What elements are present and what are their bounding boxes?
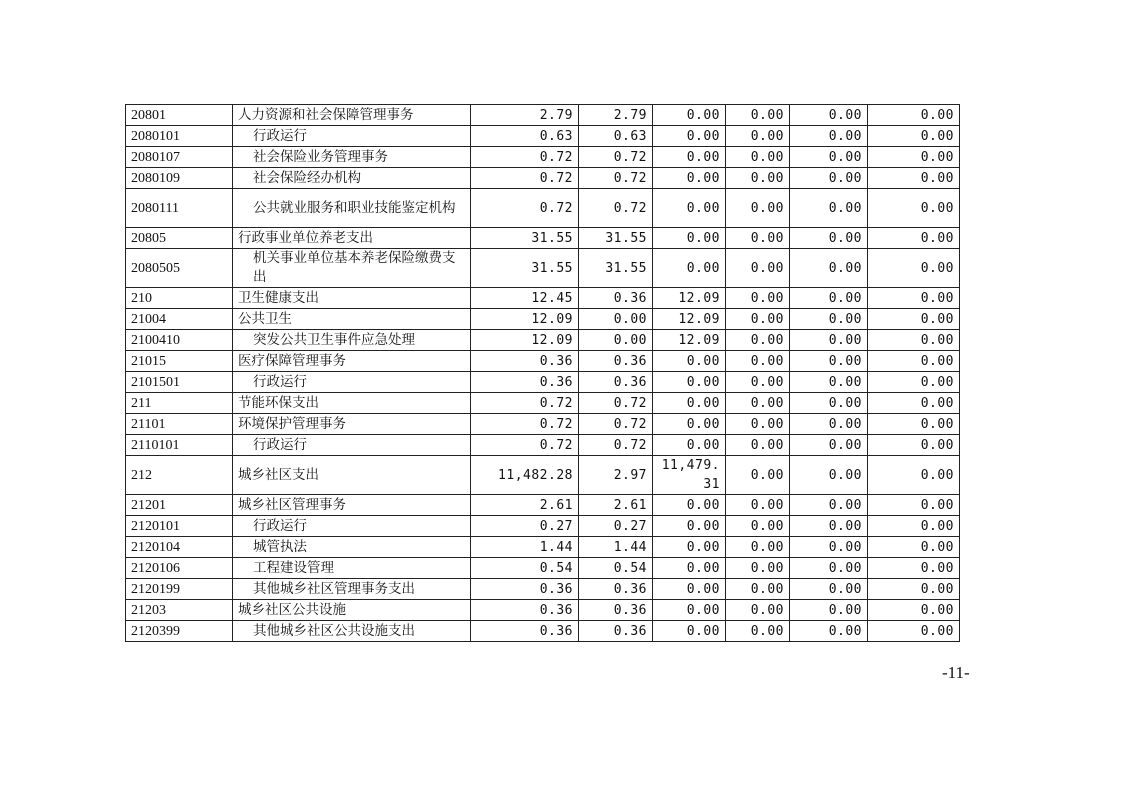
basic-expenditure-cell: 0.00	[579, 309, 653, 330]
subject-code-cell: 21015	[126, 351, 233, 372]
other-expenditure-2-cell: 0.00	[790, 600, 868, 621]
subject-name-cell: 突发公共卫生事件应急处理	[233, 330, 471, 351]
total-amount-cell: 0.63	[471, 126, 579, 147]
other-expenditure-2-cell: 0.00	[790, 309, 868, 330]
table-row	[126, 351, 960, 372]
subject-code-cell: 2120101	[126, 516, 233, 537]
other-expenditure-3-cell: 0.00	[868, 126, 960, 147]
subject-name-cell: 卫生健康支出	[233, 288, 471, 309]
subject-code-cell: 2110101	[126, 435, 233, 456]
other-expenditure-1-cell: 0.00	[726, 372, 790, 393]
total-amount-cell: 0.36	[471, 621, 579, 642]
basic-expenditure-cell: 0.36	[579, 372, 653, 393]
other-expenditure-2-cell: 0.00	[790, 228, 868, 249]
other-expenditure-2-cell: 0.00	[790, 249, 868, 288]
total-amount-cell: 0.36	[471, 372, 579, 393]
other-expenditure-3-cell: 0.00	[868, 621, 960, 642]
project-expenditure-cell: 0.00	[653, 372, 726, 393]
table-row	[126, 456, 960, 495]
table-row	[126, 495, 960, 516]
other-expenditure-2-cell: 0.00	[790, 147, 868, 168]
other-expenditure-1-cell: 0.00	[726, 249, 790, 288]
other-expenditure-1-cell: 0.00	[726, 168, 790, 189]
subject-code-cell: 2080505	[126, 249, 233, 288]
other-expenditure-1-cell: 0.00	[726, 579, 790, 600]
project-expenditure-cell: 12.09	[653, 330, 726, 351]
table-row	[126, 600, 960, 621]
other-expenditure-2-cell: 0.00	[790, 516, 868, 537]
project-expenditure-cell: 0.00	[653, 621, 726, 642]
basic-expenditure-cell: 0.36	[579, 288, 653, 309]
other-expenditure-1-cell: 0.00	[726, 126, 790, 147]
total-amount-cell: 0.36	[471, 600, 579, 621]
other-expenditure-3-cell: 0.00	[868, 249, 960, 288]
subject-code-cell: 2100410	[126, 330, 233, 351]
subject-code-cell: 21201	[126, 495, 233, 516]
subject-name-cell: 城乡社区管理事务	[233, 495, 471, 516]
total-amount-cell: 0.72	[471, 168, 579, 189]
basic-expenditure-cell: 0.54	[579, 558, 653, 579]
other-expenditure-2-cell: 0.00	[790, 414, 868, 435]
other-expenditure-3-cell: 0.00	[868, 414, 960, 435]
basic-expenditure-cell: 0.72	[579, 147, 653, 168]
table-row	[126, 330, 960, 351]
other-expenditure-1-cell: 0.00	[726, 105, 790, 126]
subject-name-cell: 环境保护管理事务	[233, 414, 471, 435]
other-expenditure-2-cell: 0.00	[790, 288, 868, 309]
budget-expenditure-table	[125, 104, 960, 642]
project-expenditure-cell: 0.00	[653, 147, 726, 168]
total-amount-cell: 0.72	[471, 189, 579, 228]
total-amount-cell: 0.36	[471, 579, 579, 600]
project-expenditure-cell: 12.09	[653, 309, 726, 330]
subject-code-cell: 2080101	[126, 126, 233, 147]
other-expenditure-1-cell: 0.00	[726, 516, 790, 537]
table-row	[126, 126, 960, 147]
total-amount-cell: 0.72	[471, 414, 579, 435]
project-expenditure-cell: 0.00	[653, 105, 726, 126]
subject-code-cell: 2120104	[126, 537, 233, 558]
basic-expenditure-cell: 0.63	[579, 126, 653, 147]
subject-name-cell: 机关事业单位基本养老保险缴费支出	[233, 249, 471, 288]
table-row	[126, 414, 960, 435]
project-expenditure-cell: 0.00	[653, 393, 726, 414]
other-expenditure-2-cell: 0.00	[790, 126, 868, 147]
table-row	[126, 309, 960, 330]
basic-expenditure-cell: 2.79	[579, 105, 653, 126]
total-amount-cell: 31.55	[471, 249, 579, 288]
other-expenditure-3-cell: 0.00	[868, 330, 960, 351]
table-row	[126, 189, 960, 228]
basic-expenditure-cell: 0.72	[579, 414, 653, 435]
other-expenditure-3-cell: 0.00	[868, 147, 960, 168]
other-expenditure-1-cell: 0.00	[726, 309, 790, 330]
subject-name-cell: 工程建设管理	[233, 558, 471, 579]
project-expenditure-cell: 0.00	[653, 414, 726, 435]
subject-code-cell: 2120199	[126, 579, 233, 600]
table-row	[126, 579, 960, 600]
basic-expenditure-cell: 31.55	[579, 228, 653, 249]
subject-code-cell: 2080111	[126, 189, 233, 228]
other-expenditure-3-cell: 0.00	[868, 168, 960, 189]
other-expenditure-3-cell: 0.00	[868, 537, 960, 558]
other-expenditure-3-cell: 0.00	[868, 558, 960, 579]
subject-name-cell: 社会保险业务管理事务	[233, 147, 471, 168]
basic-expenditure-cell: 31.55	[579, 249, 653, 288]
other-expenditure-2-cell: 0.00	[790, 558, 868, 579]
subject-name-cell: 社会保险经办机构	[233, 168, 471, 189]
other-expenditure-2-cell: 0.00	[790, 105, 868, 126]
subject-code-cell: 210	[126, 288, 233, 309]
other-expenditure-2-cell: 0.00	[790, 456, 868, 495]
subject-name-cell: 医疗保障管理事务	[233, 351, 471, 372]
table-row	[126, 393, 960, 414]
other-expenditure-1-cell: 0.00	[726, 189, 790, 228]
other-expenditure-2-cell: 0.00	[790, 168, 868, 189]
subject-name-cell: 人力资源和社会保障管理事务	[233, 105, 471, 126]
other-expenditure-3-cell: 0.00	[868, 309, 960, 330]
total-amount-cell: 12.09	[471, 309, 579, 330]
other-expenditure-1-cell: 0.00	[726, 147, 790, 168]
project-expenditure-cell: 0.00	[653, 537, 726, 558]
other-expenditure-2-cell: 0.00	[790, 189, 868, 228]
total-amount-cell: 0.72	[471, 147, 579, 168]
project-expenditure-cell: 0.00	[653, 249, 726, 288]
total-amount-cell: 2.61	[471, 495, 579, 516]
other-expenditure-2-cell: 0.00	[790, 435, 868, 456]
other-expenditure-2-cell: 0.00	[790, 330, 868, 351]
other-expenditure-3-cell: 0.00	[868, 435, 960, 456]
page-number: -11-	[942, 663, 970, 682]
total-amount-cell: 0.54	[471, 558, 579, 579]
subject-code-cell: 21101	[126, 414, 233, 435]
table-row	[126, 147, 960, 168]
total-amount-cell: 2.79	[471, 105, 579, 126]
total-amount-cell: 11,482.28	[471, 456, 579, 495]
other-expenditure-1-cell: 0.00	[726, 456, 790, 495]
other-expenditure-1-cell: 0.00	[726, 495, 790, 516]
project-expenditure-cell: 0.00	[653, 579, 726, 600]
other-expenditure-1-cell: 0.00	[726, 435, 790, 456]
other-expenditure-3-cell: 0.00	[868, 351, 960, 372]
other-expenditure-1-cell: 0.00	[726, 537, 790, 558]
table-row	[126, 168, 960, 189]
basic-expenditure-cell: 0.72	[579, 393, 653, 414]
project-expenditure-cell: 0.00	[653, 600, 726, 621]
other-expenditure-3-cell: 0.00	[868, 495, 960, 516]
table-body	[126, 105, 960, 642]
table-row	[126, 537, 960, 558]
table-row	[126, 516, 960, 537]
other-expenditure-1-cell: 0.00	[726, 351, 790, 372]
other-expenditure-1-cell: 0.00	[726, 414, 790, 435]
other-expenditure-2-cell: 0.00	[790, 393, 868, 414]
other-expenditure-2-cell: 0.00	[790, 621, 868, 642]
other-expenditure-3-cell: 0.00	[868, 600, 960, 621]
other-expenditure-3-cell: 0.00	[868, 288, 960, 309]
other-expenditure-3-cell: 0.00	[868, 579, 960, 600]
subject-name-cell: 城乡社区支出	[233, 456, 471, 495]
subject-code-cell: 20805	[126, 228, 233, 249]
subject-name-cell: 其他城乡社区公共设施支出	[233, 621, 471, 642]
total-amount-cell: 12.09	[471, 330, 579, 351]
subject-code-cell: 212	[126, 456, 233, 495]
table-row	[126, 105, 960, 126]
total-amount-cell: 0.27	[471, 516, 579, 537]
subject-name-cell: 公共就业服务和职业技能鉴定机构	[233, 189, 471, 228]
subject-name-cell: 行政运行	[233, 516, 471, 537]
basic-expenditure-cell: 0.72	[579, 168, 653, 189]
other-expenditure-3-cell: 0.00	[868, 189, 960, 228]
total-amount-cell: 12.45	[471, 288, 579, 309]
other-expenditure-2-cell: 0.00	[790, 495, 868, 516]
subject-code-cell: 20801	[126, 105, 233, 126]
basic-expenditure-cell: 0.27	[579, 516, 653, 537]
project-expenditure-cell: 0.00	[653, 516, 726, 537]
other-expenditure-1-cell: 0.00	[726, 228, 790, 249]
basic-expenditure-cell: 0.36	[579, 351, 653, 372]
total-amount-cell: 0.72	[471, 393, 579, 414]
subject-code-cell: 2080109	[126, 168, 233, 189]
subject-name-cell: 节能环保支出	[233, 393, 471, 414]
other-expenditure-1-cell: 0.00	[726, 330, 790, 351]
subject-code-cell: 211	[126, 393, 233, 414]
table-row	[126, 288, 960, 309]
project-expenditure-cell: 0.00	[653, 435, 726, 456]
subject-name-cell: 行政运行	[233, 126, 471, 147]
other-expenditure-3-cell: 0.00	[868, 516, 960, 537]
project-expenditure-cell: 0.00	[653, 228, 726, 249]
other-expenditure-2-cell: 0.00	[790, 372, 868, 393]
subject-name-cell: 城管执法	[233, 537, 471, 558]
subject-code-cell: 2120399	[126, 621, 233, 642]
total-amount-cell: 0.36	[471, 351, 579, 372]
other-expenditure-3-cell: 0.00	[868, 372, 960, 393]
total-amount-cell: 1.44	[471, 537, 579, 558]
other-expenditure-2-cell: 0.00	[790, 351, 868, 372]
basic-expenditure-cell: 0.00	[579, 330, 653, 351]
subject-name-cell: 公共卫生	[233, 309, 471, 330]
other-expenditure-1-cell: 0.00	[726, 558, 790, 579]
other-expenditure-3-cell: 0.00	[868, 456, 960, 495]
total-amount-cell: 31.55	[471, 228, 579, 249]
other-expenditure-3-cell: 0.00	[868, 393, 960, 414]
other-expenditure-1-cell: 0.00	[726, 393, 790, 414]
basic-expenditure-cell: 0.72	[579, 435, 653, 456]
basic-expenditure-cell: 0.36	[579, 579, 653, 600]
basic-expenditure-cell: 0.36	[579, 600, 653, 621]
basic-expenditure-cell: 2.61	[579, 495, 653, 516]
subject-name-cell: 其他城乡社区管理事务支出	[233, 579, 471, 600]
other-expenditure-2-cell: 0.00	[790, 579, 868, 600]
project-expenditure-cell: 0.00	[653, 189, 726, 228]
table-row	[126, 372, 960, 393]
project-expenditure-cell: 0.00	[653, 558, 726, 579]
project-expenditure-cell: 0.00	[653, 351, 726, 372]
table-row	[126, 621, 960, 642]
table-row	[126, 435, 960, 456]
project-expenditure-cell: 0.00	[653, 495, 726, 516]
total-amount-cell: 0.72	[471, 435, 579, 456]
basic-expenditure-cell: 0.36	[579, 621, 653, 642]
subject-code-cell: 2080107	[126, 147, 233, 168]
table-row	[126, 558, 960, 579]
basic-expenditure-cell: 1.44	[579, 537, 653, 558]
project-expenditure-cell: 12.09	[653, 288, 726, 309]
other-expenditure-1-cell: 0.00	[726, 621, 790, 642]
project-expenditure-cell: 0.00	[653, 126, 726, 147]
subject-name-cell: 城乡社区公共设施	[233, 600, 471, 621]
basic-expenditure-cell: 2.97	[579, 456, 653, 495]
table-row	[126, 228, 960, 249]
other-expenditure-2-cell: 0.00	[790, 537, 868, 558]
subject-code-cell: 2101501	[126, 372, 233, 393]
subject-code-cell: 21203	[126, 600, 233, 621]
other-expenditure-1-cell: 0.00	[726, 288, 790, 309]
subject-name-cell: 行政运行	[233, 372, 471, 393]
subject-code-cell: 2120106	[126, 558, 233, 579]
other-expenditure-1-cell: 0.00	[726, 600, 790, 621]
subject-name-cell: 行政运行	[233, 435, 471, 456]
basic-expenditure-cell: 0.72	[579, 189, 653, 228]
project-expenditure-cell: 0.00	[653, 168, 726, 189]
subject-code-cell: 21004	[126, 309, 233, 330]
other-expenditure-3-cell: 0.00	[868, 228, 960, 249]
subject-name-cell: 行政事业单位养老支出	[233, 228, 471, 249]
table-row	[126, 249, 960, 288]
project-expenditure-cell: 11,479.31	[653, 456, 726, 495]
other-expenditure-3-cell: 0.00	[868, 105, 960, 126]
